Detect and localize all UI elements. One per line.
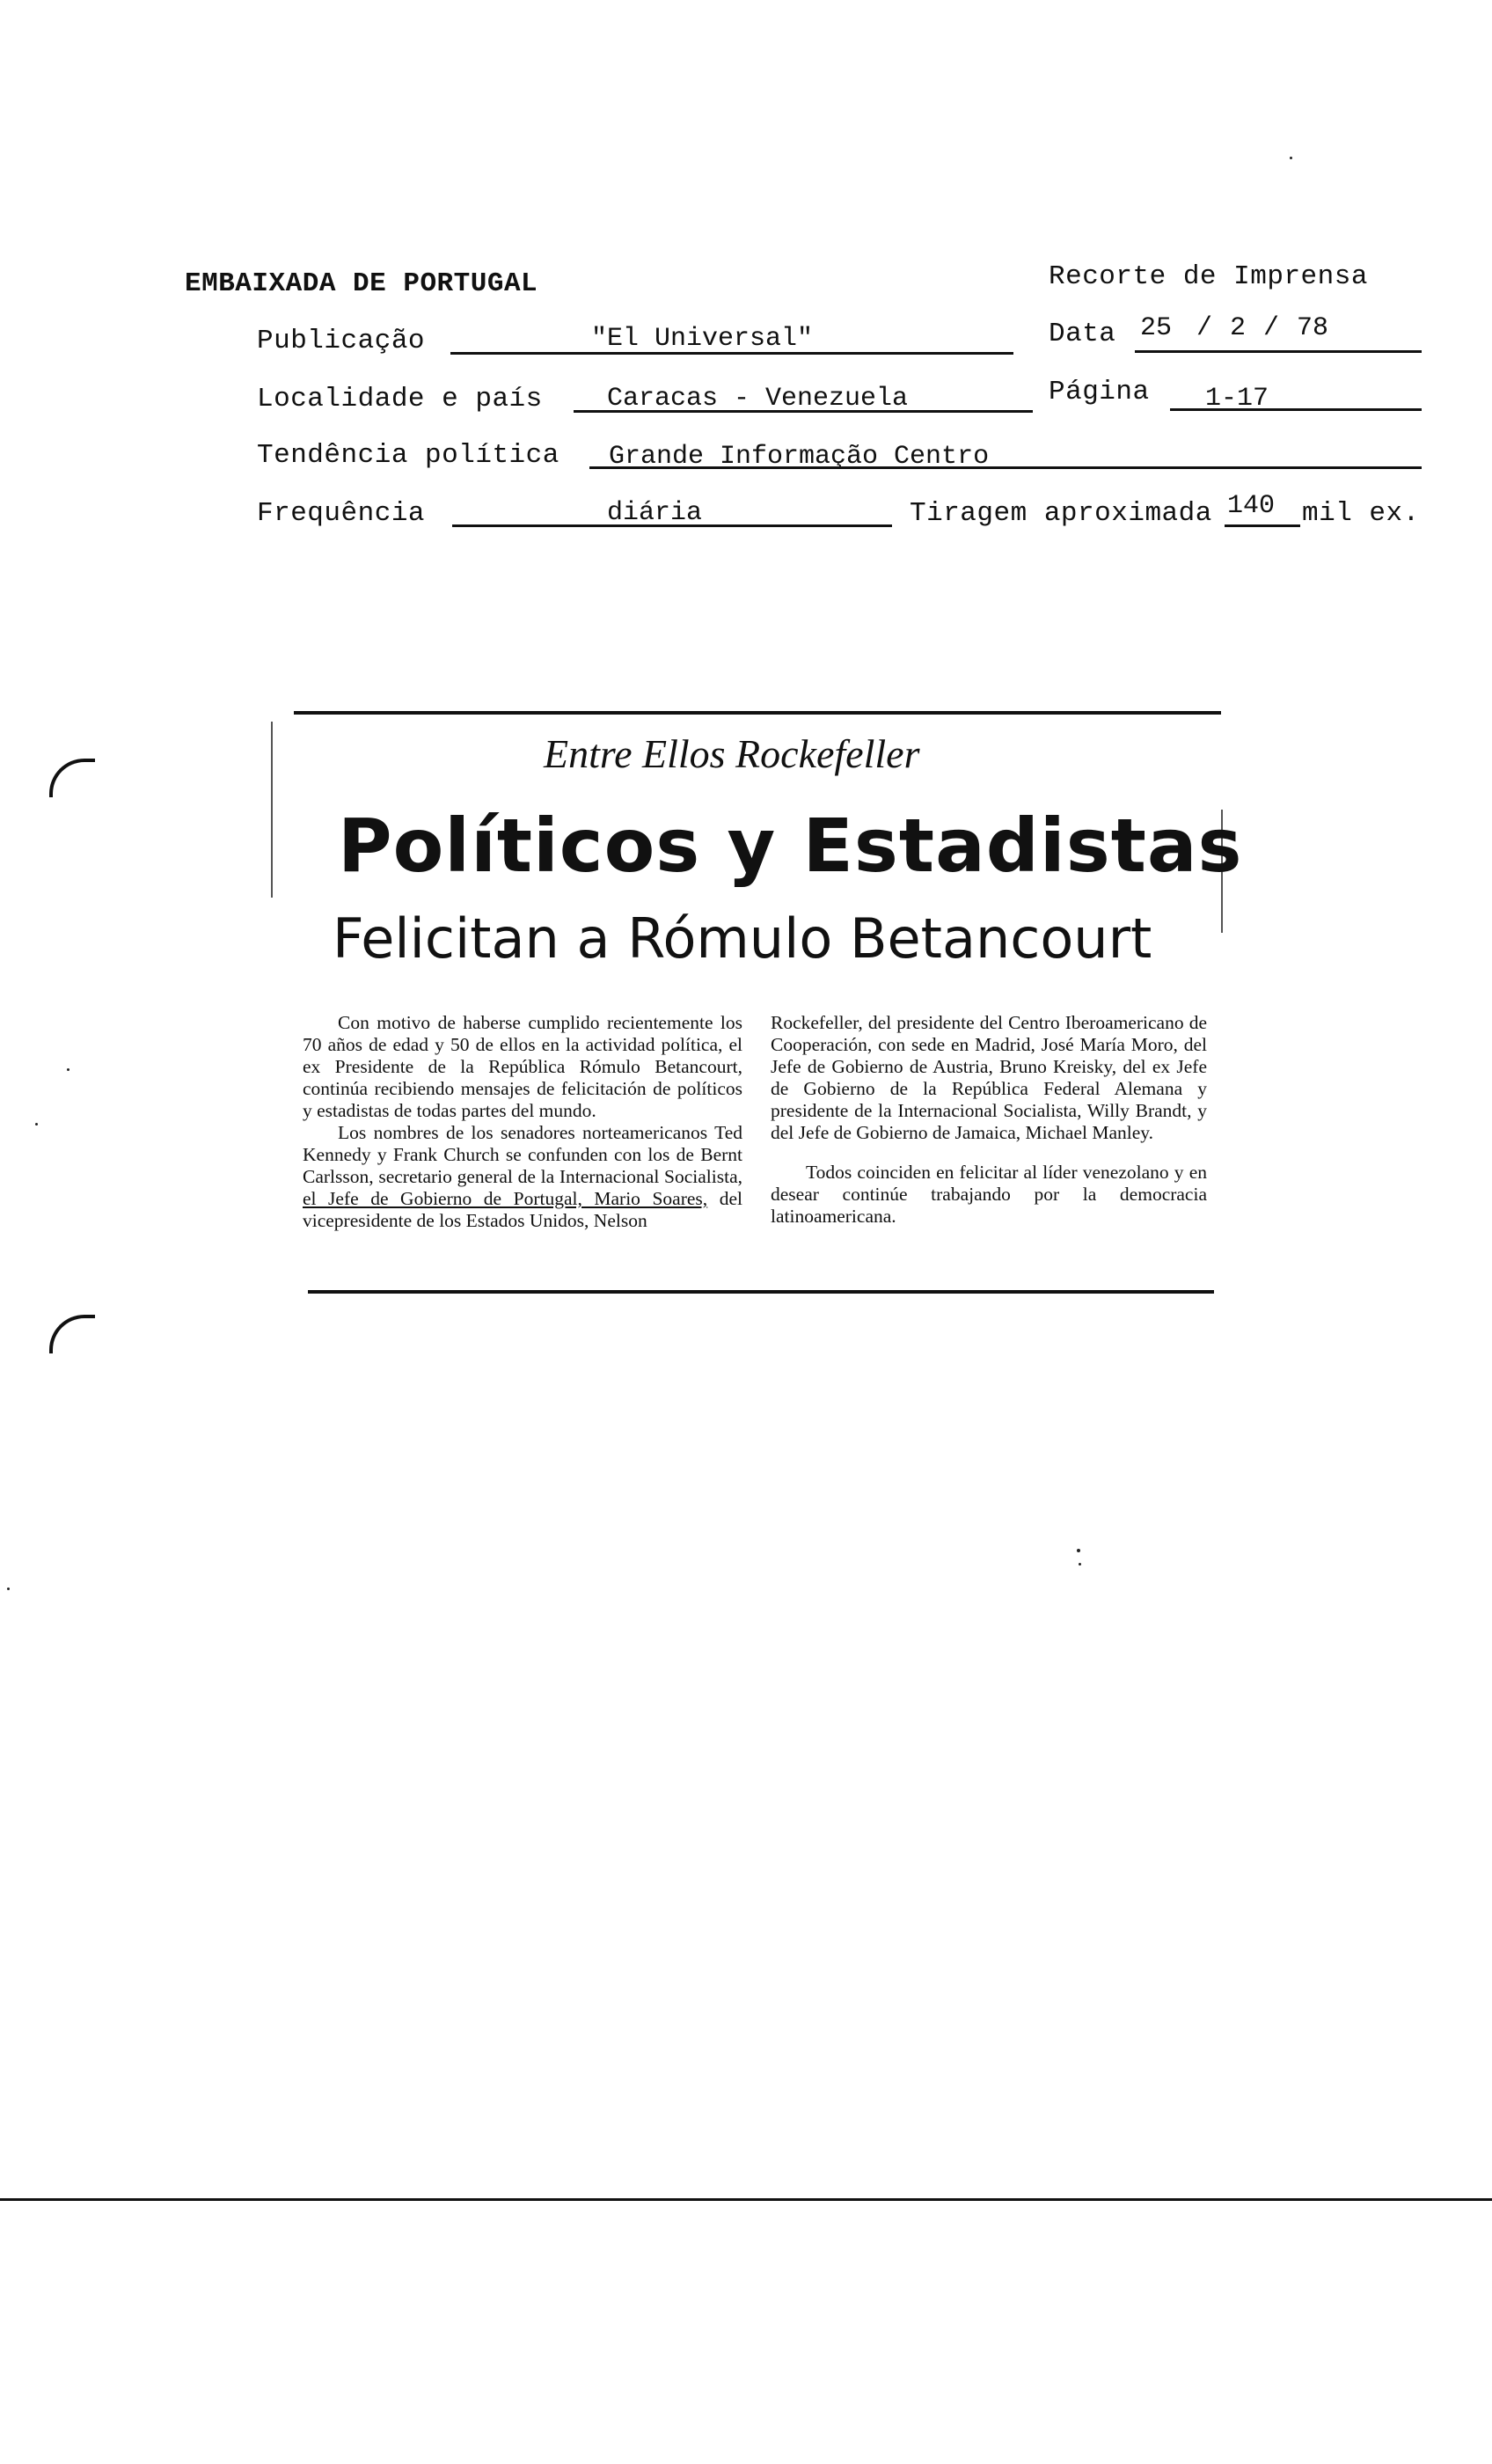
article-column-2 <box>771 1012 1207 1228</box>
article-text: del vicepresidente de los Estados Unidos, Nelson <box>303 1188 742 1231</box>
tendency-label: Tendência política <box>257 440 560 471</box>
page-fold-line <box>0 2198 1492 2201</box>
article-kicker: Entre Ellos Rockefeller <box>544 731 920 776</box>
scan-speck <box>7 1588 10 1590</box>
date-label: Data <box>1049 319 1116 349</box>
document-type: Recorte de Imprensa <box>1049 261 1368 292</box>
scan-speck <box>1079 1563 1081 1566</box>
clipping-top-rule <box>294 711 1221 715</box>
article-paragraph: Rockefeller, del presidente del Centro Iberoamericano de Cooperación, con sede en Madrid, José María Moro, del Jefe de Gobierno de Austria, Bruno Kreisky, del ex Jefe de Gobierno de la República Federal Alemana y presidente de la Internacional Socialista, Willy Brandt, y del Jefe de Gobierno de Jamaica, Michael Manley. <box>771 1012 1207 1143</box>
tendency-value: Grande Informação Centro <box>609 442 990 472</box>
page-label: Página <box>1049 377 1150 407</box>
frequency-label: Frequência <box>257 498 426 529</box>
date-separator: / <box>1263 313 1280 343</box>
article-paragraph <box>303 1122 742 1232</box>
date-year: 78 <box>1297 313 1329 343</box>
date-line <box>1135 350 1422 353</box>
article-headline: Políticos y Estadistas <box>338 803 1243 889</box>
article-paragraph: Con motivo de haberse cumplido recientemente los 70 años de edad y 50 de ellos en la actividad política, el ex Presidente de la República Rómulo Betancourt, continúa recibiendo mensajes de felicitación de políticos y estadistas de todas partes del mundo. <box>303 1012 742 1121</box>
article-text: Los nombres de los senadores norteamericanos Ted Kennedy y Frank Church se confunden con los de Bernt Carlsson, secretario general de la Internacional Socialista, <box>303 1122 742 1187</box>
punch-hole-mark <box>49 759 95 797</box>
clipping-bottom-rule <box>308 1290 1214 1294</box>
publication-label: Publicação <box>257 326 426 356</box>
clipping-left-edge <box>271 722 273 898</box>
circulation-unit: mil ex. <box>1302 498 1420 529</box>
date-day: 25 <box>1140 313 1173 343</box>
article-column-1 <box>303 1012 742 1232</box>
date-month: 2 <box>1230 313 1247 343</box>
article-paragraph: Todos coinciden en felicitar al líder venezolano y en desear continúe trabajando por la democracia latinoamericana. <box>771 1162 1207 1227</box>
locality-value: Caracas - Venezuela <box>607 384 909 414</box>
page-value: 1-17 <box>1205 384 1269 414</box>
punch-hole-mark <box>49 1315 95 1353</box>
embassy-name: EMBAIXADA DE PORTUGAL <box>185 268 538 299</box>
scan-speck <box>67 1068 69 1071</box>
frequency-value: diária <box>607 498 703 528</box>
circulation-line <box>1225 524 1300 527</box>
date-separator: / <box>1196 313 1213 343</box>
article-subheadline: Felicitan a Rómulo Betancourt <box>333 906 1152 971</box>
scan-speck <box>1077 1549 1080 1552</box>
publication-value: "El Universal" <box>591 324 814 354</box>
locality-label: Localidade e país <box>257 384 543 414</box>
scan-speck <box>35 1123 38 1126</box>
circulation-value: 140 <box>1227 491 1276 521</box>
underlined-passage: el Jefe de Gobierno de Portugal, Mario Soares, <box>303 1188 708 1209</box>
scan-speck <box>1290 157 1292 159</box>
circulation-label: Tiragem aproximada <box>910 498 1212 529</box>
